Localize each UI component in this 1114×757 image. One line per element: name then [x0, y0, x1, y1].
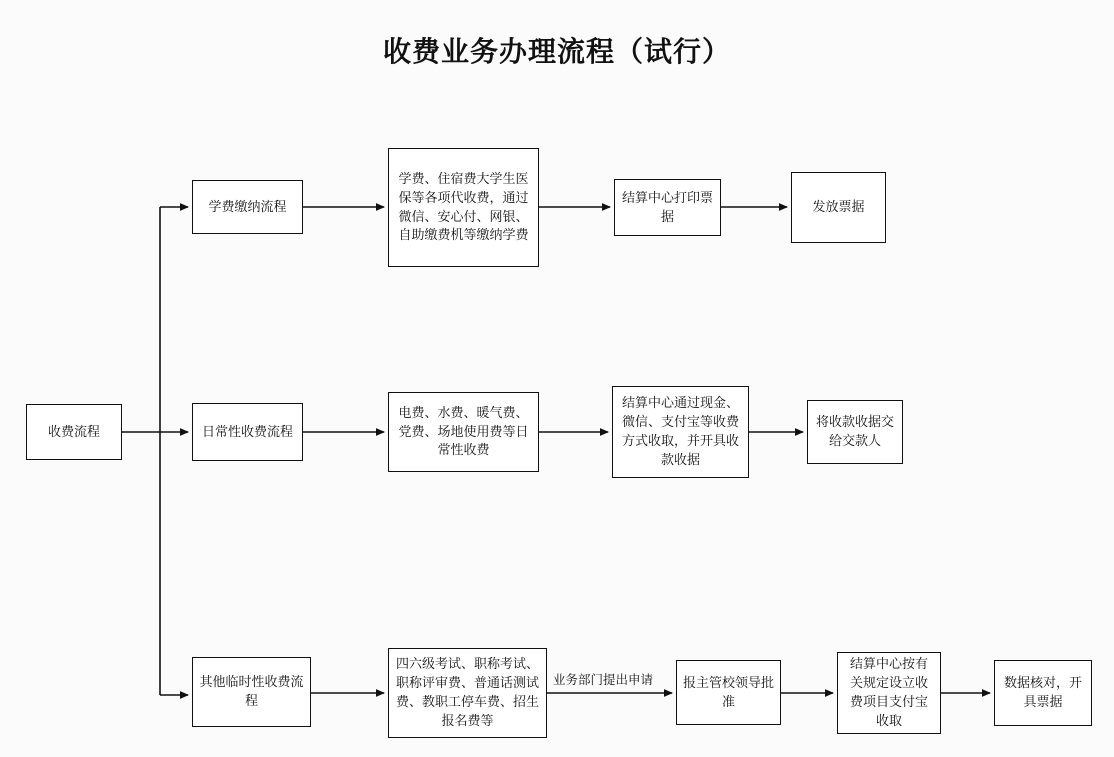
node-branch3-step4[interactable]: [994, 660, 1092, 726]
node-branch1-step2-label: 结算中心打印票据: [621, 189, 713, 224]
node-branch3-label: 其他临时性收费流程: [199, 674, 304, 708]
node-branch3-step3-label: 结算中心按有关规定设立收费项目支付宝收取: [849, 656, 928, 728]
node-branch3-step2[interactable]: [676, 660, 781, 725]
node-branch1-step1[interactable]: [388, 148, 539, 267]
node-branch2-step1[interactable]: [388, 392, 539, 472]
node-branch2-step1-label: 电费、水费、暖气费、党费、场地使用费等日常性收费: [398, 404, 529, 458]
node-root-label: 收费流程: [47, 423, 100, 439]
node-branch3-step2-label: 报主管校领导批准: [683, 674, 775, 709]
node-branch2-step2-label: 结算中心通过现金、微信、支付宝等收费方式收取，并开具收款收据: [621, 395, 739, 467]
node-branch2-label: 日常性收费流程: [201, 423, 293, 439]
node-branch3-step3[interactable]: [837, 652, 941, 734]
node-branch3-step1-label: 四六级考试、职称考试、职称评审费、普通话测试费、教职工停车费、招生报名费等: [395, 656, 539, 728]
node-branch2-step3[interactable]: [807, 400, 903, 464]
node-branch3-step4-label: 数据核对，开具票据: [1003, 675, 1082, 709]
node-branch2-step3-label: 将收款收据交给交款人: [815, 414, 894, 448]
node-root[interactable]: [26, 404, 122, 460]
node-branch1-step3-label: 发放票据: [812, 199, 865, 215]
node-branch1-step1-label: 学费、住宿费大学生医保等各项代收费，通过微信、安心付、网银、自助缴费机等缴纳学费: [398, 170, 529, 243]
node-branch1-step2[interactable]: [614, 179, 721, 236]
node-branch1[interactable]: [192, 180, 303, 234]
node-branch1-step3[interactable]: [791, 172, 886, 243]
node-branch2-step2[interactable]: [612, 386, 749, 478]
node-branch2[interactable]: [192, 403, 303, 461]
page-title: 收费业务办理流程（试行）: [382, 36, 731, 67]
node-branch3[interactable]: [192, 657, 311, 727]
node-branch3-step1[interactable]: [388, 648, 547, 738]
node-branch1-label: 学费缴纳流程: [208, 198, 287, 214]
edge-label-branch3-apply: 业务部门提出申请: [553, 673, 654, 687]
